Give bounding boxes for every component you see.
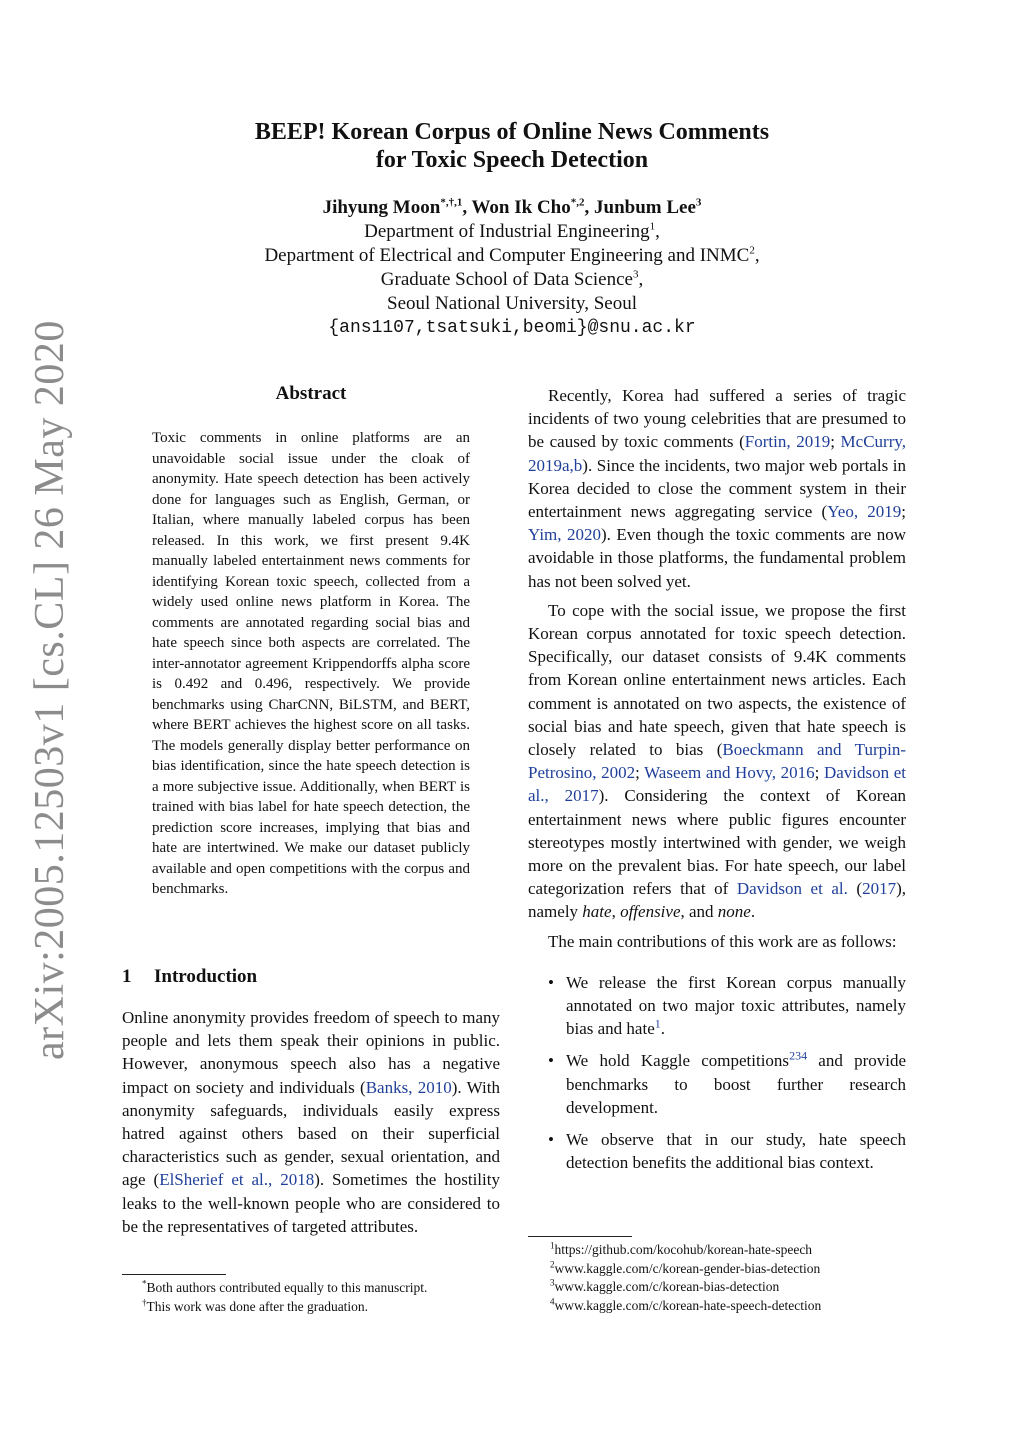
citation-link[interactable]: Yim, 2020 <box>528 525 601 545</box>
citation-link[interactable]: Waseem and Hovy, 2016 <box>644 763 815 783</box>
footnote: *Both authors contributed equally to this manuscript. <box>142 1278 428 1295</box>
author-email: {ans1107,tsatsuki,beomi}@snu.ac.kr <box>328 318 696 338</box>
paragraph: Recently, Korea had suffered a series of tragic incidents of two young celebrities that are presumed to be caused by toxic comments (Fortin, 2019; McCurry, 2019a,b). Since the incidents, two major web portals in Korea decided to close the comment system in their entertainment news aggregating service (Yeo, 2019; Yim, 2020). Even though the toxic comments are now avoidable in those platforms, the fundamental problem has not been solved yet. <box>528 386 906 591</box>
citation-link[interactable]: Banks, 2010 <box>365 1077 452 1097</box>
affiliation-line: Graduate School of Data Science$^3$, <box>380 268 644 290</box>
footnote-url[interactable]: www.kaggle.com/c/korean-bias-detection <box>554 1279 780 1294</box>
footnote-link[interactable]: 1 <box>654 1016 661 1031</box>
footnotes-right <box>550 1241 821 1315</box>
list-item: • We observe that in our study, hate speech detection benefits the additional bias context. <box>548 1130 906 1173</box>
affiliation-line: Department of Electrical and Computer Engineering and INMC$^2$, <box>264 244 760 266</box>
footnote: $^4$www.kaggle.com/c/korean-hate-speech-detection <box>550 1296 822 1313</box>
right-column-text <box>528 384 906 1184</box>
footnote-url[interactable]: www.kaggle.com/c/korean-gender-bias-detection <box>554 1260 821 1276</box>
footnote: $^1$https://github.com/kocohub/korean-hate-speech <box>550 1240 813 1257</box>
arxiv-side-stamp: arXiv:2005.12503v1 [cs.CL] 26 May 2020 <box>27 320 73 1060</box>
author-mark: *,2 <box>570 196 585 209</box>
footnote: $^3$www.kaggle.com/c/korean-bias-detection <box>550 1277 780 1294</box>
author-block <box>0 196 1024 340</box>
footnote-rule <box>122 1274 226 1275</box>
intro-paragraph: Online anonymity provides freedom of speech to many people and lets them speak their opinions in public. However, anonymous speech also has a negative impact on society and individuals (Banks, 2010). With anonymity safeguards, individuals easily express hatred against others based on their superficial characteristics such as gender, sexual orientation, and age (ElSherief et al., 2018). Sometimes the hostility leaks to the well-known people who are considered to be the representatives of targeted attributes. <box>122 1008 500 1236</box>
paper-title <box>0 118 1024 174</box>
author-name: Junbum Lee <box>594 197 696 218</box>
affiliation-line: Seoul National University, Seoul <box>387 293 637 314</box>
author-mark: 3 <box>695 196 702 209</box>
author-name: Jihyung Moon <box>322 197 441 218</box>
footnote-rule <box>528 1236 632 1237</box>
author-mark: *,†,1 <box>440 196 463 209</box>
abstract-text: Toxic comments in online platforms are an unavoidable social issue under the cloak of anonymity. Hate speech detection has been actively done for languages such as English, German, or Italian, where manually labeled corpus has been released. In this work, we first present 9.4K manually labeled entertainment news comments for identifying Korean toxic speech, collected from a widely used online news platform in Korea. The comments are annotated regarding social bias and hate speech since both aspects are correlated. The inter-annotator agreement Krippendorffs alpha score is 0.492 and 0.496, respectively. We provide benchmarks using CharCNN, BiLSTM, and BERT, where BERT achieves the highest score on all tasks. The models generally display better performance on bias identification, since the hate speech detection is a more subjective issue. Additionally, when BERT is trained with bias label for hate speech detection, the prediction score increases, implying that bias and hate are intertwined. We make our dataset publicly available and open competitions with the corpus and benchmarks. <box>152 430 470 897</box>
list-item: • We hold Kaggle competitions$^{234}$ and provide benchmarks to boost further research development. <box>548 1048 906 1117</box>
list-item: • We release the first Korean corpus manually annotated on two major toxic attributes, namely bias and hate$^1$. <box>548 972 906 1039</box>
footnotes-left <box>142 1279 427 1316</box>
contribution-list <box>528 971 906 1175</box>
citation-link[interactable]: Davidson et al., 2017 <box>528 763 906 806</box>
footnote-link[interactable]: 234 <box>789 1048 808 1063</box>
abstract-heading: Abstract <box>275 383 347 404</box>
citation-link[interactable]: Yeo, 2019 <box>827 502 902 522</box>
citation-link[interactable]: 2017 <box>862 879 897 899</box>
author-name: Won Ik Cho <box>471 197 571 218</box>
citation-link[interactable]: Davidson et al. <box>736 879 848 899</box>
citation-link[interactable]: McCurry, 2019a,b <box>528 432 906 475</box>
title-line-2: for Toxic Speech Detection <box>375 147 649 173</box>
paragraph: To cope with the social issue, we propose the first Korean corpus annotated for toxic speech detection. Specifically, our dataset consists of 9.4K comments from Korean online entertainment news articles. Each comment is annotated on two aspects, the existence of social bias and hate speech, given that hate speech is closely related to bias (Boeckmann and Turpin-Petrosino, 2002; Waseem and Hovy, 2016; Davidson et al., 2017). Considering the context of Korean entertainment news where public figures encounter stereotypes mostly intertwined with gender, we weigh more on the prevalent bias. For hate speech, our label categorization refers that of Davidson et al. (2017), namely hate, offensive, and none. <box>528 600 906 922</box>
footnote: $^2$www.kaggle.com/c/korean-gender-bias-detection <box>550 1259 821 1276</box>
footnote-url[interactable]: https://github.com/kocohub/korean-hate-speech <box>554 1242 813 1257</box>
footnote-url[interactable]: www.kaggle.com/c/korean-hate-speech-detection <box>554 1297 822 1313</box>
citation-link[interactable]: Fortin, 2019 <box>744 432 831 452</box>
title-line-1: BEEP! Korean Corpus of Online News Comments <box>254 119 770 145</box>
section-number: 1 <box>122 966 132 987</box>
footnote: †This work was done after the graduation. <box>142 1297 369 1314</box>
author-names: Jihyung Moon$^{*,\dagger,1}$, Won Ik Cho$^{*,2}$, Junbum Lee$^3$ <box>322 196 702 218</box>
affiliation-line: Department of Industrial Engineering$^1$, <box>364 220 660 242</box>
section-heading-introduction <box>122 966 257 988</box>
section-title: Introduction <box>154 966 258 987</box>
citation-link[interactable]: Boeckmann and Turpin-Petrosino, 2002 <box>528 740 906 783</box>
paragraph: The main contributions of this work are as follows: <box>548 931 897 951</box>
citation-link[interactable]: ElSherief et al., 2018 <box>159 1170 315 1190</box>
